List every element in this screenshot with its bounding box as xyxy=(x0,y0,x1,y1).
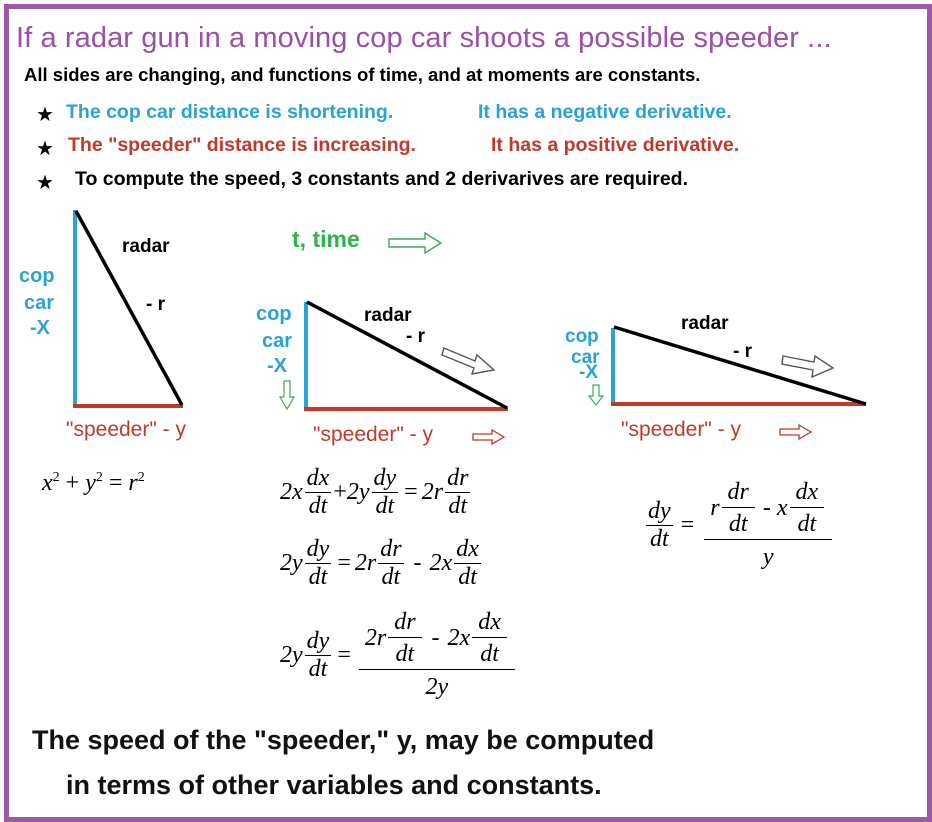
car-label: car xyxy=(571,347,600,368)
bullet-speeder-text: The "speeder" distance is increasing. xyxy=(68,134,416,156)
radar-label: radar xyxy=(122,236,170,257)
speeder-arrow-icon xyxy=(473,430,504,444)
cop-variable: -X xyxy=(579,362,598,383)
bullet-speeder-derivative: It has a positive derivative. xyxy=(491,134,740,156)
bullet-cop-text: The cop car distance is shortening. xyxy=(66,101,394,123)
conclusion-line-1: The speed of the "speeder," y, may be computed xyxy=(32,725,655,755)
radar-direction-arrow-icon xyxy=(782,356,833,377)
speeder-label: "speeder" - y xyxy=(621,418,741,441)
time-label: t, time xyxy=(292,226,360,252)
derivative-equation: 2x $\frac{dx}{dt}$ + 2y $\frac{dy}{dt}$ = 2r $\frac{dr}{dt}$ xyxy=(280,465,469,520)
radar-variable: - r xyxy=(733,341,752,362)
bullet-compute-text: To compute the speed, 3 constants and 2 derivarives are required. xyxy=(75,168,689,190)
final-speed-equation: $\frac{dy}{dt}$ = r $\frac{dr}{dt}$ - x $\frac{dx}{dt}$ y xyxy=(644,480,836,571)
car-label: car xyxy=(24,292,55,314)
solved-equation-2y: 2y $\frac{dy}{dt}$ = 2r $\frac{dr}{dt}$ - 2x $\frac{dx}{dt}$ 2y xyxy=(280,610,519,701)
radar-label: radar xyxy=(681,313,729,334)
page-title: If a radar gun in a moving cop car shoots a possible speeder ... xyxy=(16,22,832,54)
rearranged-equation: 2y $\frac{dy}{dt}$ = 2r $\frac{dr}{dt}$ - 2x $\frac{dx}{dt}$ xyxy=(280,536,479,591)
radar-direction-arrow-icon xyxy=(442,348,494,374)
speeder-label: "speeder" - y xyxy=(66,418,186,441)
speeder-label: "speeder" - y xyxy=(313,423,433,446)
cop-label: cop xyxy=(19,265,55,287)
radar-variable: - r xyxy=(406,326,425,347)
cop-label: cop xyxy=(256,303,292,325)
car-label: car xyxy=(262,330,293,352)
star-bullet-icon: ★ xyxy=(36,138,54,160)
cop-label: cop xyxy=(565,326,599,347)
star-bullet-icon: ★ xyxy=(36,104,54,126)
pythagoras-equation: $x^2 + y^2 = r^2$ xyxy=(42,470,145,496)
cop-variable: -X xyxy=(30,317,50,339)
star-bullet-icon: ★ xyxy=(36,172,54,194)
conclusion-line-2: in terms of other variables and constants. xyxy=(66,770,602,800)
cop-down-arrow-icon xyxy=(589,385,603,405)
radar-label: radar xyxy=(364,305,412,326)
speeder-arrow-icon xyxy=(780,425,811,439)
bullet-cop-derivative: It has a negative derivative. xyxy=(478,101,732,123)
subtitle: All sides are changing, and functions of time, and at moments are constants. xyxy=(24,64,701,85)
cop-down-arrow-icon xyxy=(280,381,294,409)
radar-variable: - r xyxy=(146,294,165,315)
time-arrow-icon xyxy=(389,233,441,253)
cop-variable: -X xyxy=(267,355,287,377)
